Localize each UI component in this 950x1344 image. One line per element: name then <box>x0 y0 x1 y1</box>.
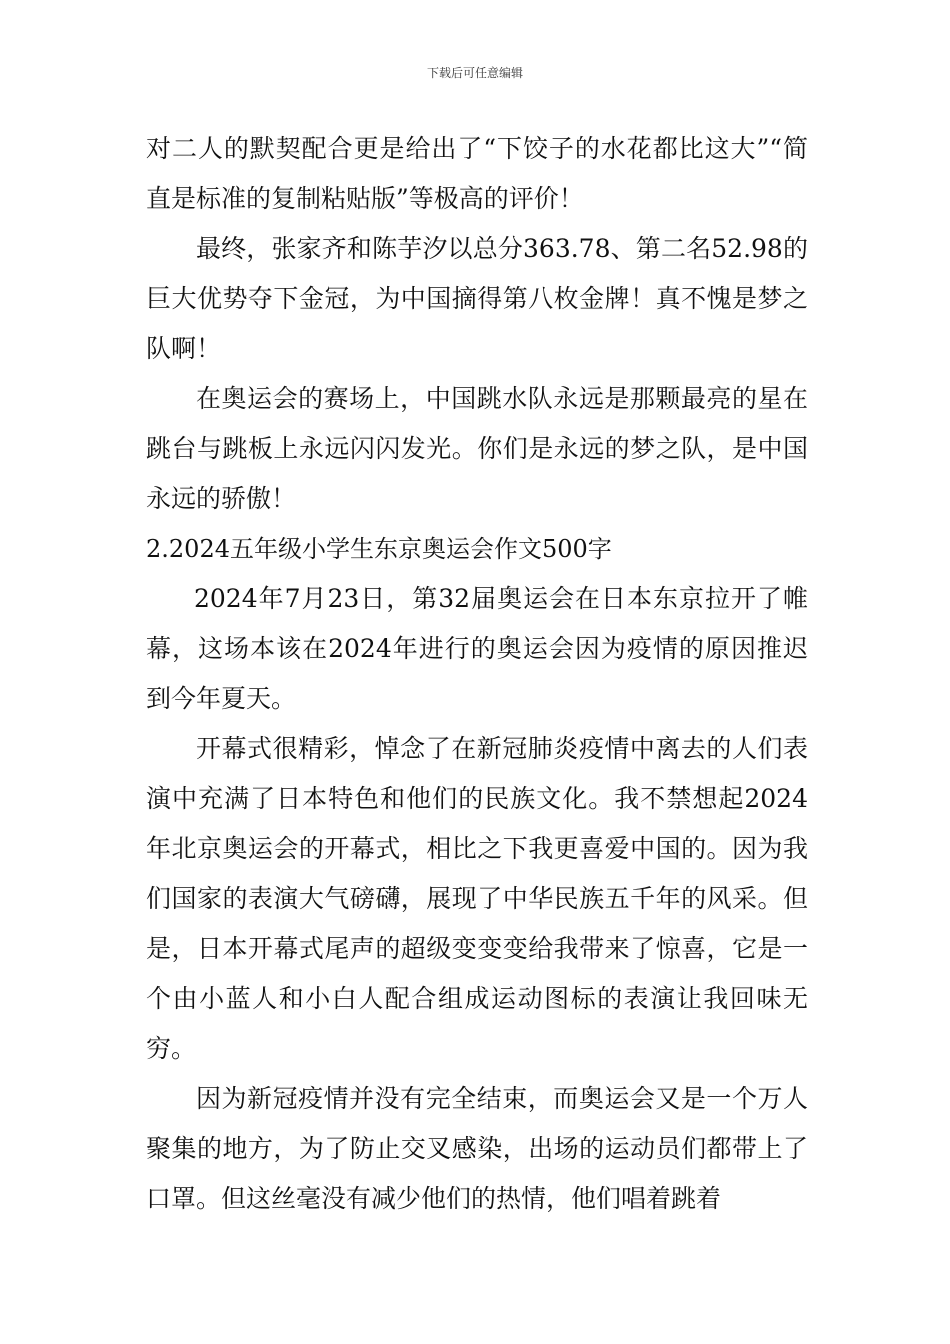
document-body <box>146 124 808 1224</box>
page-header: 下载后可任意编辑 <box>426 66 523 80</box>
paragraph-1: 对二人的默契配合更是给出了“下饺子的水花都比这大”“简直是标准的复制粘贴版”等极高的评价！ <box>146 134 808 213</box>
paragraph-6: 因为新冠疫情并没有完全结束，而奥运会又是一个万人聚集的地方，为了防止交叉感染，出场的运动员们都带上了口罩。但这丝毫没有减少他们的热情，他们唱着跳着 <box>146 1084 808 1213</box>
paragraph-2: 最终，张家齐和陈芋汐以总分363.78、第二名52.98的巨大优势夺下金冠，为中国摘得第八枚金牌！真不愧是梦之队啊！ <box>146 234 808 363</box>
section-heading: 2.2024五年级小学生东京奥运会作文500字 <box>146 535 612 563</box>
paragraph-3: 在奥运会的赛场上，中国跳水队永远是那颗最亮的星在跳台与跳板上永远闪闪发光。你们是永远的梦之队，是中国永远的骄傲！ <box>146 384 808 513</box>
paragraph-5: 开幕式很精彩，悼念了在新冠肺炎疫情中离去的人们表演中充满了日本特色和他们的民族文化。我不禁想起2024年北京奥运会的开幕式，相比之下我更喜爱中国的。因为我们国家的表演大气磅礴，展现了中华民族五千年的风采。但是，日本开幕式尾声的超级变变变给我带来了惊喜，它是一个由小蓝人和小白人配合组成运动图标的表演让我回味无穷。 <box>146 734 808 1063</box>
paragraph-4: 2024年7月23日，第32届奥运会在日本东京拉开了帷幕，这场本该在2024年进行的奥运会因为疫情的原因推迟到今年夏天。 <box>146 584 808 713</box>
